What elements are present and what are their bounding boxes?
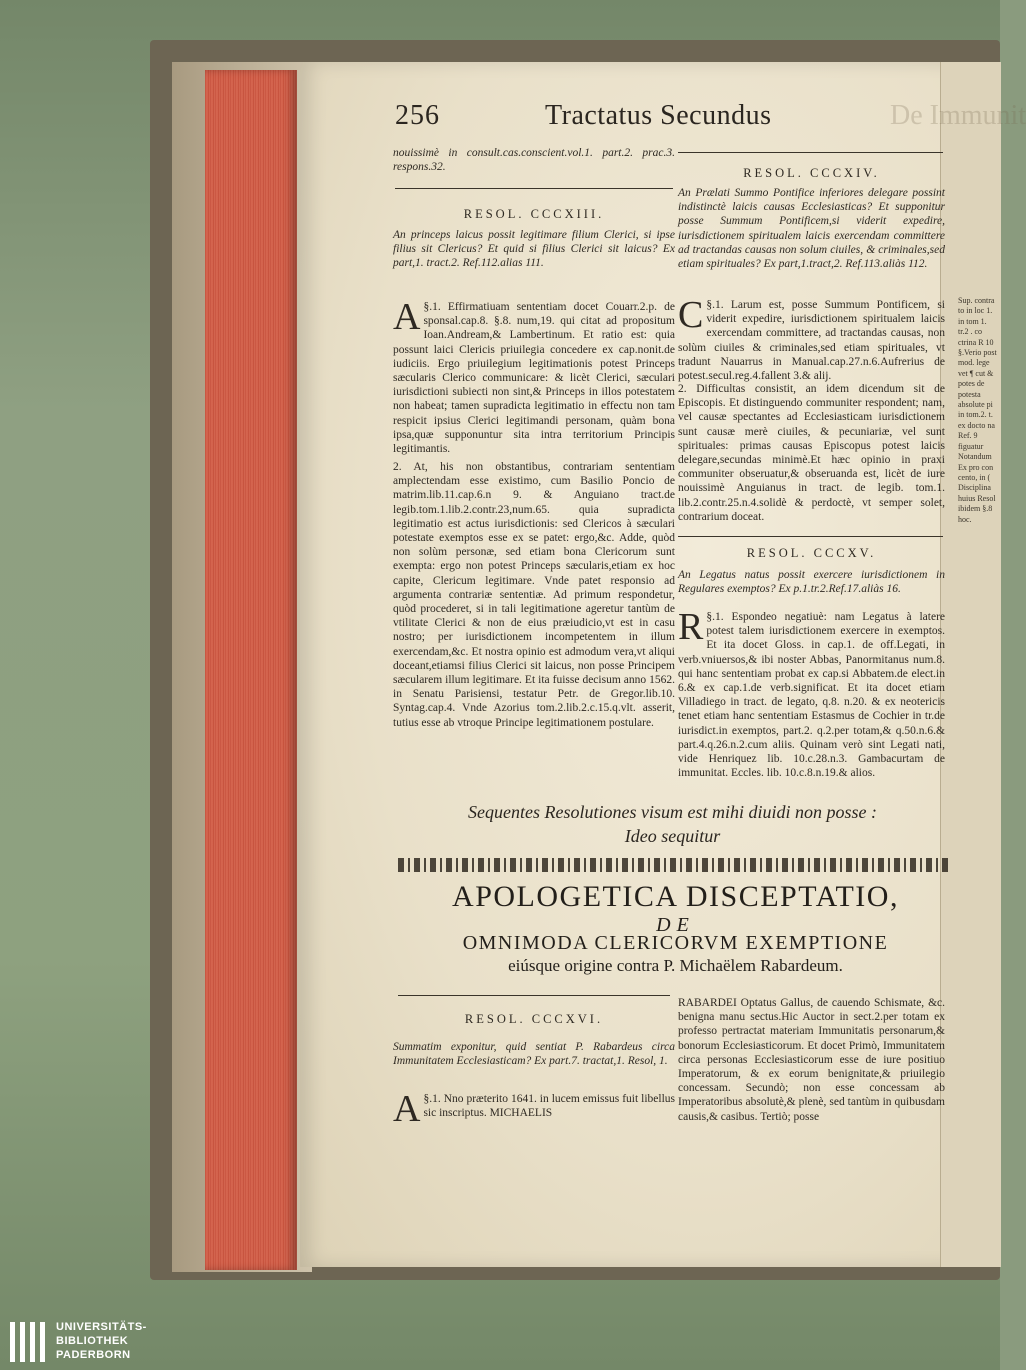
- drop-cap: R: [678, 606, 704, 648]
- logo-line-1: UNIVERSITÄTS-: [56, 1321, 147, 1333]
- sequentes-note: [400, 800, 945, 848]
- logo-icon: [8, 1322, 48, 1362]
- facing-page: [940, 62, 1001, 1267]
- para-text: At, his non obstantibus, contrariam sententiam amplectendam esse existimo, cum Basilio Poncio de matrim.lib.11.cap.6.n 9. & Anguiano tract.de legib.tom.1.lib.2.contr.23,num.65. quia supradicta legitimatio est actus iurisdictionis: sed Clericos à sæculari potestate exemptos esse ex se patet: ergo,&c. Adde, quòd non solùm personæ, sed etiam bona Clericorum sunt exempta: ergo non potest Princeps sæcularis,etiam ex hoc capite, Clericum legitimare. Vnde patet responsio ad argumenta contrariæ sententiæ. Ad primum respondetur, quòd procederet, si in tali legitimatione ageretur tantùm de vtilitate Clerici & non de eius præiudicio,vt est in casu nostro; per iurisdictionem incompetentem in illum exercendam,&c. Et nostra opinio est admodum vera,vt aliqui doceant,etiamsi filius Clerici sit laicus, non posse Principem sæcularem illum legitimare. Et ita fuisse decisum anno 1562. in Senatu Parisiensi, testatur Petr. de Gregor.lib.10. Syntag.cap.4. Vnde Azorius tom.2.lib.2.c.15.q.vlt. asserit, tutius esse ab vtroque Principe legitimationem postulare.: [393, 461, 675, 729]
- logo-text: [56, 1320, 147, 1362]
- para-label: §.1.: [423, 301, 441, 313]
- para-label: §.1.: [706, 299, 724, 311]
- library-logo: [8, 1318, 188, 1366]
- resol-313-question: An princeps laicus possit legitimare filium Clerici, si ipse filius sit Clericus? Et quid si filius Clerici sit laicus? Ex part,1. tract.2. Ref.112.alias 111.: [393, 229, 675, 270]
- drop-cap: A: [393, 1088, 421, 1130]
- sequentes-line-1: Sequentes Resolutiones visum est mihi diuidi non posse :: [468, 802, 877, 822]
- resol-314-heading: RESOL. CCCXIV.: [743, 166, 880, 180]
- page-number: 256: [395, 100, 440, 131]
- apologetica-subtitle: OMNIMODA CLERICORVM EXEMPTIONE: [462, 932, 889, 954]
- para-label: 2.: [678, 383, 687, 395]
- resol-314-para-1: [678, 294, 945, 383]
- header-rule: [678, 152, 943, 153]
- running-title: Tractatus Secundus: [545, 100, 772, 131]
- drop-cap: C: [678, 294, 704, 336]
- resol-314-question: An Prælati Summo Pontifice inferiores delegare possint indistinctè laicis causas Ecclesiasticas? Et supponitur posse Summum Pontificem,si viderit expedire, iurisdictionem spiritualem laicis exercendam committere ad tractandas causas non solum ciuiles, & criminales,sed etiam spirituales? Ex part,1.tract,2. Ref.113.aliàs 112.: [678, 187, 945, 271]
- para-text: Espondeo negatiuè: nam Legatus à latere potest talem iurisdictionem exercere in exemptos. Et ita docet Gloss. in cap.1. de off.Legati, in verb.vniuersos,& ibi noster Abbas, Panormitanus num.8. qui hanc sententiam probat ex cap.si Abbatem.de elect.in 6.& ex cap.1.de verb.significat. Et ita docet etiam Villadiego in tract. de legato, q.8. n.20. & ex neotericis tenet etiam hanc sententiam Estasmus de Cochier in tr.de iurisdict.in exemptos, part.2. q.2.per totam,& q.50.n.6.& part.4.q.26.n.2.cum aliis. Quinam verò sint Legati nati, vide Henriquez lib. 10.c.28.n.3. Gambacurtam de immunitat. Eccles. lib. 10.c.8.n.19.& alios.: [678, 611, 946, 780]
- para-text: Difficultas consistit, an idem dicendum sit de Episcopis. Et distinguendo communiter respondent; nam, vel causæ spectantes ad Ecclesiasticam iurisdictionem sunt causæ merè ciuiles, & pecuniariæ, vel sunt spirituales: primas causas Episcopus potest laicis delegare,secundas minimè.Et hæc opinio in praxi communiter obseruatur,& obseruanda est, licèt de iure nouissimè Anguianus in tract. de legib. tom.1. lib.2.contr.25.n.4.solidè & perdoctè, vt semper solet, contrarium doceat.: [678, 383, 945, 523]
- para-text: Nno præterito 1641. in lucem emissus fuit libellus sic inscriptus. MICHAELIS: [423, 1093, 676, 1120]
- top-continuation: nouissimè in consult.cas.conscient.vol.1. part.2. prac.3. respons.32.: [393, 147, 675, 174]
- ornament-band: [398, 858, 948, 872]
- resol-316-heading: RESOL. CCCXVI.: [464, 1012, 604, 1026]
- resol-316-para-1: [393, 1088, 676, 1130]
- para-label: §.1.: [423, 1093, 441, 1105]
- margin-note: Sup. contra to in loc 1. in tom 1. tr.2 . co ctrina R 10 §.Verio post mod. lege vet ¶ cut & potes de potesta absolute pi in tom.2. t. ex docto na Ref. 9 figuatur Notandum Ex pro con cento, in ( Disciplina huius Resol ibidem §.8 hoc.: [958, 296, 997, 524]
- sequentes-line-2: Ideo sequitur: [624, 826, 721, 846]
- resol-313-para-2: [393, 460, 675, 730]
- apologetica-title: APOLOGETICA DISCEPTATIO,: [452, 880, 899, 913]
- resol-315-heading: RESOL. CCCXV.: [746, 546, 877, 560]
- resol-313-heading: RESOL. CCCXIII.: [463, 207, 605, 221]
- apologetica-subtitle-2: eiúsque origine contra P. Michaëlem Rabardeum.: [508, 956, 843, 975]
- rule-316: [398, 995, 670, 996]
- logo-line-2: BIBLIOTHEK: [56, 1335, 129, 1347]
- para-label: §.1.: [706, 611, 724, 623]
- resol-315-para-1: [678, 606, 946, 780]
- rule-315: [678, 536, 943, 537]
- para-label: 2.: [393, 461, 402, 473]
- rule-313: [395, 188, 673, 189]
- resol-313-para-1: [393, 296, 675, 456]
- para-text: Larum est, posse Summum Pontificem, si viderit expedire, iurisdictionem spiritualem laicis exercendam committere, ad tractandas causas, non solùm ciuiles & criminales,sed etiam spirituales, vt tradunt Nauarrus in Manual.cap.27.n.6.Aufrerius de potest.secul.reg.4.fallent 3.& alij.: [678, 299, 945, 383]
- resol-316-right-text: RABARDEI Optatus Gallus, de cauendo Schismate, &c. benigna manu sectus.Hic Auctor in sect.2.per totam ex professo pertractat materiam Immunitatis personarum,& bonorum Ecclesiasticorum. Et docet Primò, Immunitatem circa personas Ecclesiasticorum esse de iure positiuo Imperatorum, & ex eorum benignitate,& priuilegio concessam. Secundò; non esse concessam ab Imperatoribus absolutè,& plenè, sed tantùm in quibusdam causis,& casibus. Tertiò; posse: [678, 997, 945, 1123]
- resol-316-question: Summatim exponitur, quid sentiat P. Rabardeus circa Immunitatem Ecclesiasticam? Ex part.7. tractat,1. Resol, 1.: [393, 1041, 675, 1068]
- drop-cap: A: [393, 296, 421, 338]
- page-header: [395, 100, 945, 140]
- resol-314-para-2: [678, 382, 945, 524]
- resol-315-question: An Legatus natus possit exercere iurisdictionem in Regulares exemptos? Ex p.1.tr.2.Ref.17.aliàs 16.: [678, 569, 945, 596]
- facing-page-ghost-title: De Immunit: [890, 100, 1026, 131]
- apologetica-de: DE: [656, 914, 695, 936]
- logo-line-3: PADERBORN: [56, 1349, 131, 1361]
- para-text: Effirmatiuam sententiam docet Couarr.2.p. de sponsal.cap.8. §.8. num,19. qui citat ad propositum Ioan.Andream,& Lambertinum. Et ratio est: quia possunt laici Clericis priuilegia concedere ex cap.nonit.de iudiciis. Ergo priuilegium legitimationis potest Princeps sæcularis Clerico communicare: & licèt Clerici, sæculari iurisdictioni subiecti non sint,& Princeps in illos potestatem non habeat; tamen supradicta legitimatio in effectu non tam respicit ipsius Clerici legitimandi personam, quàm bona ipsa,quæ supponuntur sita intra territorium Principis legitimantis.: [393, 301, 675, 456]
- page-edge-red: [205, 70, 297, 1270]
